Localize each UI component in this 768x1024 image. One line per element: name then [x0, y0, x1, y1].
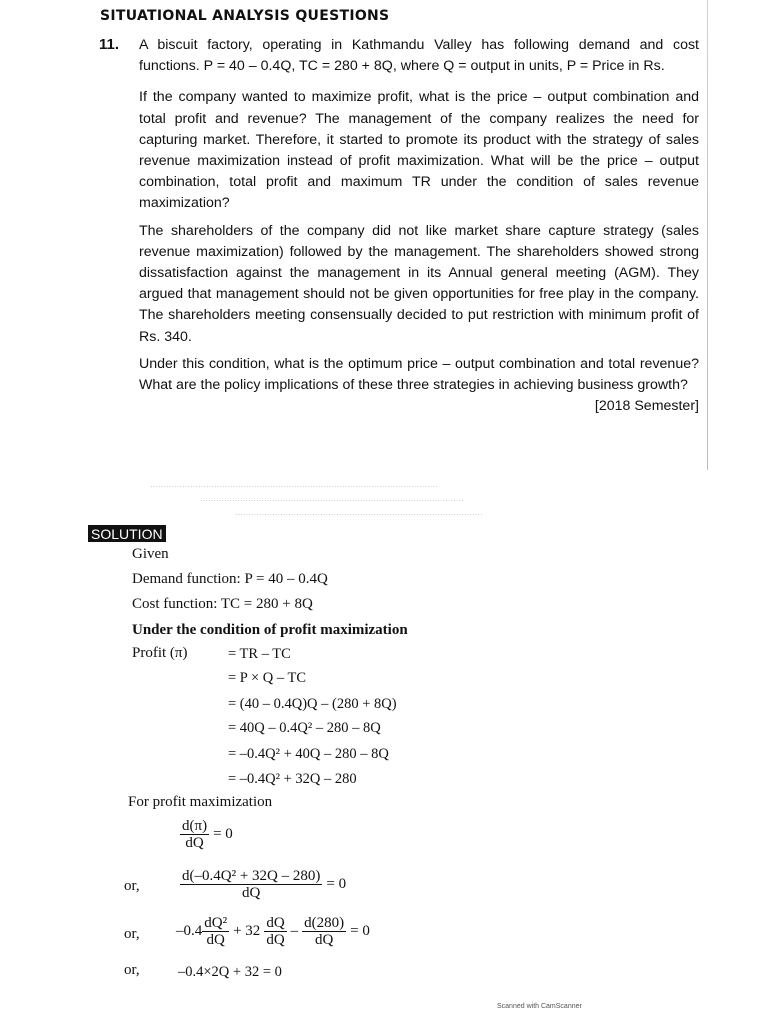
fraction-3c-den: dQ — [314, 932, 334, 948]
question-para-2: If the company wanted to maximize profit, what is the price – output combination and total profit and revenue? The management of the company realizes the need for capturing market. Therefore, it started to promote its product with the strategy of sales revenue maximization instead of profit maximization. What will be the price – output combination, total profit and maximum TR under the condition of sales revenue maximization? — [139, 89, 699, 212]
fraction-3c — [302, 915, 346, 948]
derivative-eq-2 — [180, 868, 350, 901]
eq3-plus: + 32 — [233, 923, 261, 939]
question-para-4 — [139, 354, 699, 415]
fraction-3a-den: dQ — [206, 932, 225, 948]
eq2-rhs: = 0 — [326, 876, 347, 892]
or-label-1: or, — [124, 878, 140, 894]
given-label: Given — [132, 546, 169, 562]
eq1-rhs: = 0 — [213, 826, 233, 842]
fraction-3b-num: dQ — [266, 915, 285, 931]
eq3-rhs: = 0 — [350, 923, 370, 939]
profit-step-1: = TR – TC — [228, 646, 291, 662]
profit-step-5: = –0.4Q² + 40Q – 280 – 8Q — [228, 746, 389, 762]
derivative-eq-1 — [180, 818, 237, 851]
fraction-1-num: d(π) — [182, 818, 208, 834]
page-edge-shadow — [707, 0, 708, 470]
faded-answer-bleedthrough: ············································································································ ··································································································· ····························································································· — [150, 482, 483, 519]
or-label-2: or, — [124, 926, 140, 942]
solution-label: SOLUTION — [88, 525, 166, 542]
semester-tag: [2018 Semester] — [594, 398, 699, 415]
profit-step-6: = –0.4Q² + 32Q – 280 — [228, 771, 357, 787]
eq3-coef: –0.4 — [176, 923, 203, 939]
question-para-3: The shareholders of the company did not like market share capture strategy (sales revenue maximization) followed by the management. The shareholders showed strong dissatisfaction against the management in its Annual general meeting (AGM). They argued that management should not be given opportunities for free play in the company. The shareholders meeting consensually decided to put restriction with minimum profit of Rs. 340. — [139, 222, 699, 345]
profit-step-4: = 40Q – 0.4Q² – 280 – 8Q — [228, 720, 381, 736]
derivative-eq-3 — [176, 915, 374, 948]
question-number: 11. — [99, 36, 120, 53]
fraction-1-den: dQ — [185, 835, 204, 851]
fraction-3b-den: dQ — [266, 932, 285, 948]
question-para-1: A biscuit factory, operating in Kathmandu Valley has following demand and cost functions. P = 40 – 0.4Q, TC = 280 + 8Q, where Q = output in units, P = Price in Rs. — [139, 37, 699, 75]
cost-function: Cost function: TC = 280 + 8Q — [132, 596, 313, 612]
scanner-watermark: Scanned with CamScanner — [497, 1003, 582, 1010]
fraction-3b — [264, 915, 286, 948]
fraction-2 — [180, 868, 322, 901]
for-max-label: For profit maximization — [128, 794, 273, 810]
fraction-3a-num: dQ² — [204, 915, 228, 931]
fraction-2-num: d(–0.4Q² + 32Q – 280) — [182, 868, 321, 884]
or-label-3: or, — [124, 962, 140, 978]
profit-step-2: = P × Q – TC — [228, 670, 306, 686]
profit-step-3: = (40 – 0.4Q)Q – (280 + 8Q) — [228, 696, 397, 712]
profit-label: Profit (π) — [132, 645, 188, 661]
fraction-3a — [202, 915, 229, 948]
section-heading: SITUATIONAL ANALYSIS QUESTIONS — [100, 8, 390, 24]
fraction-2-den: dQ — [242, 885, 261, 901]
profit-max-condition: Under the condition of profit maximization — [132, 622, 408, 638]
question-body — [139, 35, 699, 417]
question-para-4-text: Under this condition, what is the optimum price – output combination and total revenue? What are the policy implications of these three strategies in achieving business growth? — [139, 355, 699, 394]
eq3-minus: – — [290, 923, 299, 939]
demand-function: Demand function: P = 40 – 0.4Q — [132, 571, 328, 587]
derivative-eq-4: –0.4×2Q + 32 = 0 — [178, 964, 282, 980]
fraction-1 — [180, 818, 209, 851]
fraction-3c-num: d(280) — [304, 915, 345, 931]
